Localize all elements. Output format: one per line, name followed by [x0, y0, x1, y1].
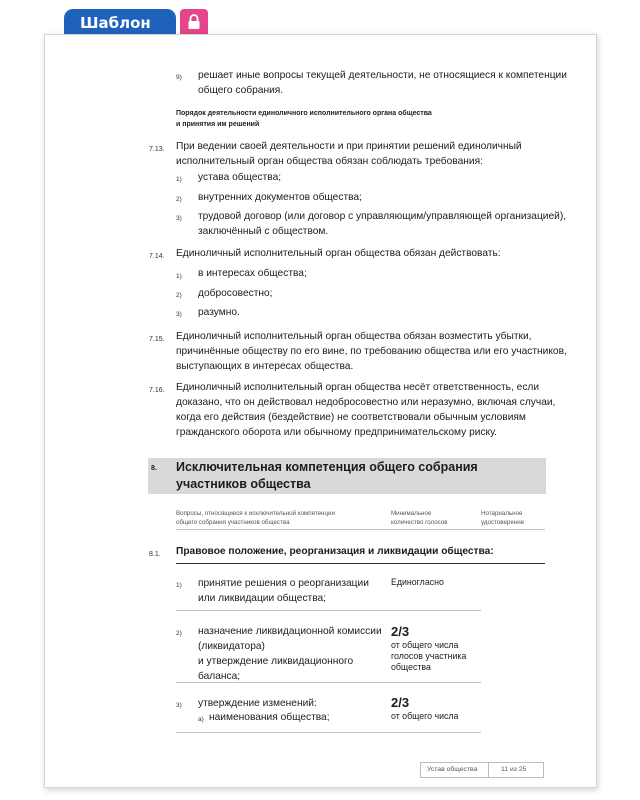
votes-value: от общего числа голосов участника общества: [391, 640, 467, 672]
clause-number: 7.16.: [149, 387, 165, 394]
table-row: утверждение изменений:: [198, 698, 317, 709]
list-item-text: трудовой договор (или договор с управляющим/управляющей организацией), заключённый с обществом.: [198, 211, 567, 237]
list-number: 2): [176, 292, 182, 299]
list-number: 3): [176, 311, 182, 318]
list-number: 1): [176, 273, 182, 280]
list-number: 9): [176, 74, 182, 81]
votes-value: от общего числа: [391, 711, 459, 721]
page-footer: [420, 762, 544, 778]
column-header-votes: Минимальное количество голосов: [391, 510, 448, 526]
list-number: 3): [176, 702, 182, 709]
clause-number: 7.15.: [149, 336, 165, 343]
clause-text: Единоличный исполнительный орган общества несёт ответственность, если доказано, что он действовал недобросовестно или неразумно, включая случаи, когда его действия (бездействие) не соответствовали обычным условиям гражданского оборота или обычному предпринимательскому риску.: [176, 382, 556, 438]
list-number: 2): [176, 630, 182, 637]
divider: [176, 529, 545, 530]
list-number: 2): [176, 196, 182, 203]
clause-text: При ведении своей деятельности и при принятии решений единоличный исполнительный орган общества обязан соблюдать требования:: [176, 141, 522, 167]
page-number: 11 из 25: [501, 766, 527, 773]
document-page: [44, 34, 597, 788]
list-item-text: добросовестно;: [198, 288, 273, 299]
divider: [176, 682, 481, 683]
divider: [176, 732, 481, 733]
clause-number: 7.13.: [149, 146, 165, 153]
column-header-notary: Нотариальное удостоверение: [481, 510, 525, 526]
footer-doc-name: Устав общества: [427, 766, 478, 773]
votes-fraction: 2/3: [391, 695, 410, 710]
list-item-text: в интересах общества;: [198, 268, 307, 279]
list-number: 1): [176, 582, 182, 589]
clause-text: Единоличный исполнительный орган общества обязан действовать:: [176, 248, 501, 259]
lock-icon: [180, 9, 208, 37]
section-number: 8.: [151, 465, 157, 472]
list-number: 1): [176, 176, 182, 183]
table-row: назначение ликвидационной комиссии (ликвидатора) и утверждение ликвидационного баланса;: [198, 626, 382, 682]
votes-fraction: 2/3: [391, 624, 410, 639]
list-item-text: устава общества;: [198, 172, 282, 183]
column-header-questions: Вопросы, относящиеся к исключительной компетенции общего собрания участников общества: [176, 510, 335, 526]
subheading: Порядок деятельности единоличного исполнительного органа общества и принятия им решений: [176, 110, 432, 128]
clause-number: 8.1.: [149, 551, 161, 558]
votes-value: Единогласно: [391, 577, 444, 587]
clause-text: Единоличный исполнительный орган общества обязан возместить убытки, причинённые обществу по его вине, по требованию общества или его участников, выступающих в интересах общества.: [176, 331, 567, 372]
section-title: Исключительная компетенция общего собрания участников общества: [176, 460, 478, 491]
divider: [176, 563, 545, 564]
table-row: наименования общества;: [209, 712, 330, 723]
table-row: принятие решения о реорганизации или ликвидации общества;: [198, 578, 369, 604]
clause-number: 7.14.: [149, 253, 165, 260]
footer-divider: [488, 763, 489, 777]
template-badge: Шаблон: [64, 9, 176, 37]
list-number: а): [198, 716, 204, 723]
subsection-title: Правовое положение, реорганизация и ликвидации общества:: [176, 546, 494, 557]
list-item-text: решает иные вопросы текущей деятельности, не относящиеся к компетенции общего собрания.: [198, 70, 567, 96]
list-number: 3): [176, 215, 182, 222]
list-item-text: внутренних документов общества;: [198, 192, 362, 203]
list-item-text: разумно.: [198, 307, 240, 318]
divider: [176, 610, 481, 611]
